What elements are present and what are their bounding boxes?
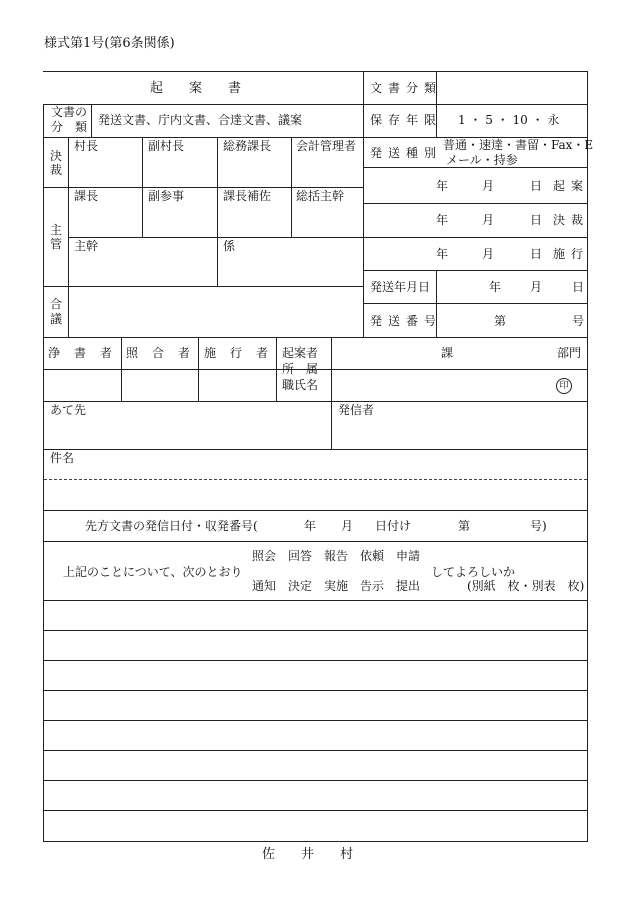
drafter-label: 起案者	[282, 346, 319, 360]
send-number-dai: 第	[494, 314, 507, 328]
enforce-day: 日	[530, 247, 543, 261]
approver-deputy-head: 副村長	[148, 139, 185, 153]
draft-year: 年	[436, 179, 449, 193]
section-label: 課	[441, 346, 454, 360]
approver-section-chief: 課長	[74, 189, 99, 203]
main-label-2: 管	[50, 237, 63, 251]
draft-day: 日	[530, 179, 543, 193]
draft-label: 起案	[553, 179, 590, 193]
reference-dai: 第	[458, 519, 471, 533]
enforce-year: 年	[436, 247, 449, 261]
doc-kind-label-1: 文書の	[51, 105, 88, 119]
retention-label: 保存年限	[370, 113, 443, 127]
send-number-label: 発送番号	[370, 314, 443, 328]
consult-label-1: 合	[50, 297, 63, 311]
doc-kind-label-2: 分 類	[51, 120, 88, 134]
clean-copy-label: 浄書者	[48, 346, 127, 360]
reference-dated: 日付け	[375, 519, 412, 533]
approver-chief-officer: 総括主幹	[296, 189, 345, 203]
send-month: 月	[530, 280, 543, 294]
decide-label: 決裁	[553, 213, 590, 227]
approver-accounting: 会計管理者	[296, 139, 357, 153]
footer-village: 佐 井 村	[262, 847, 354, 862]
name-title-label: 職氏名	[282, 378, 319, 392]
send-number-go: 号	[572, 314, 585, 328]
delivery-label: 発送種別	[370, 146, 443, 160]
delivery-options-1[interactable]: 普通・速達・書留・Fax・E	[443, 138, 594, 152]
approver-senior-officer: 主幹	[74, 239, 99, 253]
sender-label: 発信者	[338, 403, 375, 417]
consult-label-2: 議	[50, 312, 63, 326]
draft-month: 月	[482, 179, 495, 193]
statement-tail: してよろしいか	[431, 565, 516, 579]
delivery-options-2[interactable]: メール・持参	[446, 153, 518, 167]
approver-assistant-chief: 課長補佐	[223, 189, 272, 203]
decision-label-1: 決	[50, 149, 63, 163]
approver-village-head: 村長	[74, 139, 99, 153]
statement-options-2[interactable]: 通知 決定 実施 告示 提出	[252, 579, 421, 593]
decide-year: 年	[436, 213, 449, 227]
reference-year: 年	[304, 519, 317, 533]
decide-day: 日	[530, 213, 543, 227]
addressee-label: あて先	[50, 403, 87, 417]
seal-mark: 印	[556, 378, 572, 394]
affiliation-label: 所 属	[282, 362, 319, 376]
form-title: 起 案 書	[150, 81, 242, 96]
form-number: 様式第1号(第6条関係)	[44, 36, 175, 51]
department-label: 部門	[557, 346, 582, 360]
reference-go: 号)	[530, 519, 547, 533]
reference-prefix: 先方文書の発信日付・収発番号(	[85, 519, 258, 533]
send-day: 日	[572, 280, 585, 294]
enforce-label: 施行	[553, 247, 590, 261]
approver-deputy-councilor: 副参事	[148, 189, 185, 203]
reference-month: 月	[341, 519, 354, 533]
statement-attachments: (別紙 枚・別表 枚)	[467, 579, 585, 593]
subject-label: 件名	[50, 451, 75, 465]
statement-options-1[interactable]: 照会 回答 報告 依頼 申請	[252, 549, 421, 563]
retention-options[interactable]: 1 ・ 5 ・ 10 ・ 永	[458, 113, 560, 127]
send-year: 年	[489, 280, 502, 294]
approver-general-affairs: 総務課長	[223, 139, 272, 153]
send-date-label: 発送年月日	[370, 280, 431, 294]
statement-lead: 上記のことについて、次のとおり	[63, 565, 243, 579]
collation-label: 照合者	[126, 346, 205, 360]
doc-kind-options[interactable]: 発送文書、庁内文書、合達文書、議案	[98, 113, 303, 127]
approver-staff: 係	[223, 239, 236, 253]
enforce-month: 月	[482, 247, 495, 261]
decide-month: 月	[482, 213, 495, 227]
enforcer-label: 施行者	[204, 346, 283, 360]
decision-label-2: 裁	[50, 163, 63, 177]
doc-class-label: 文書分類	[370, 81, 443, 95]
main-label-1: 主	[50, 223, 63, 237]
